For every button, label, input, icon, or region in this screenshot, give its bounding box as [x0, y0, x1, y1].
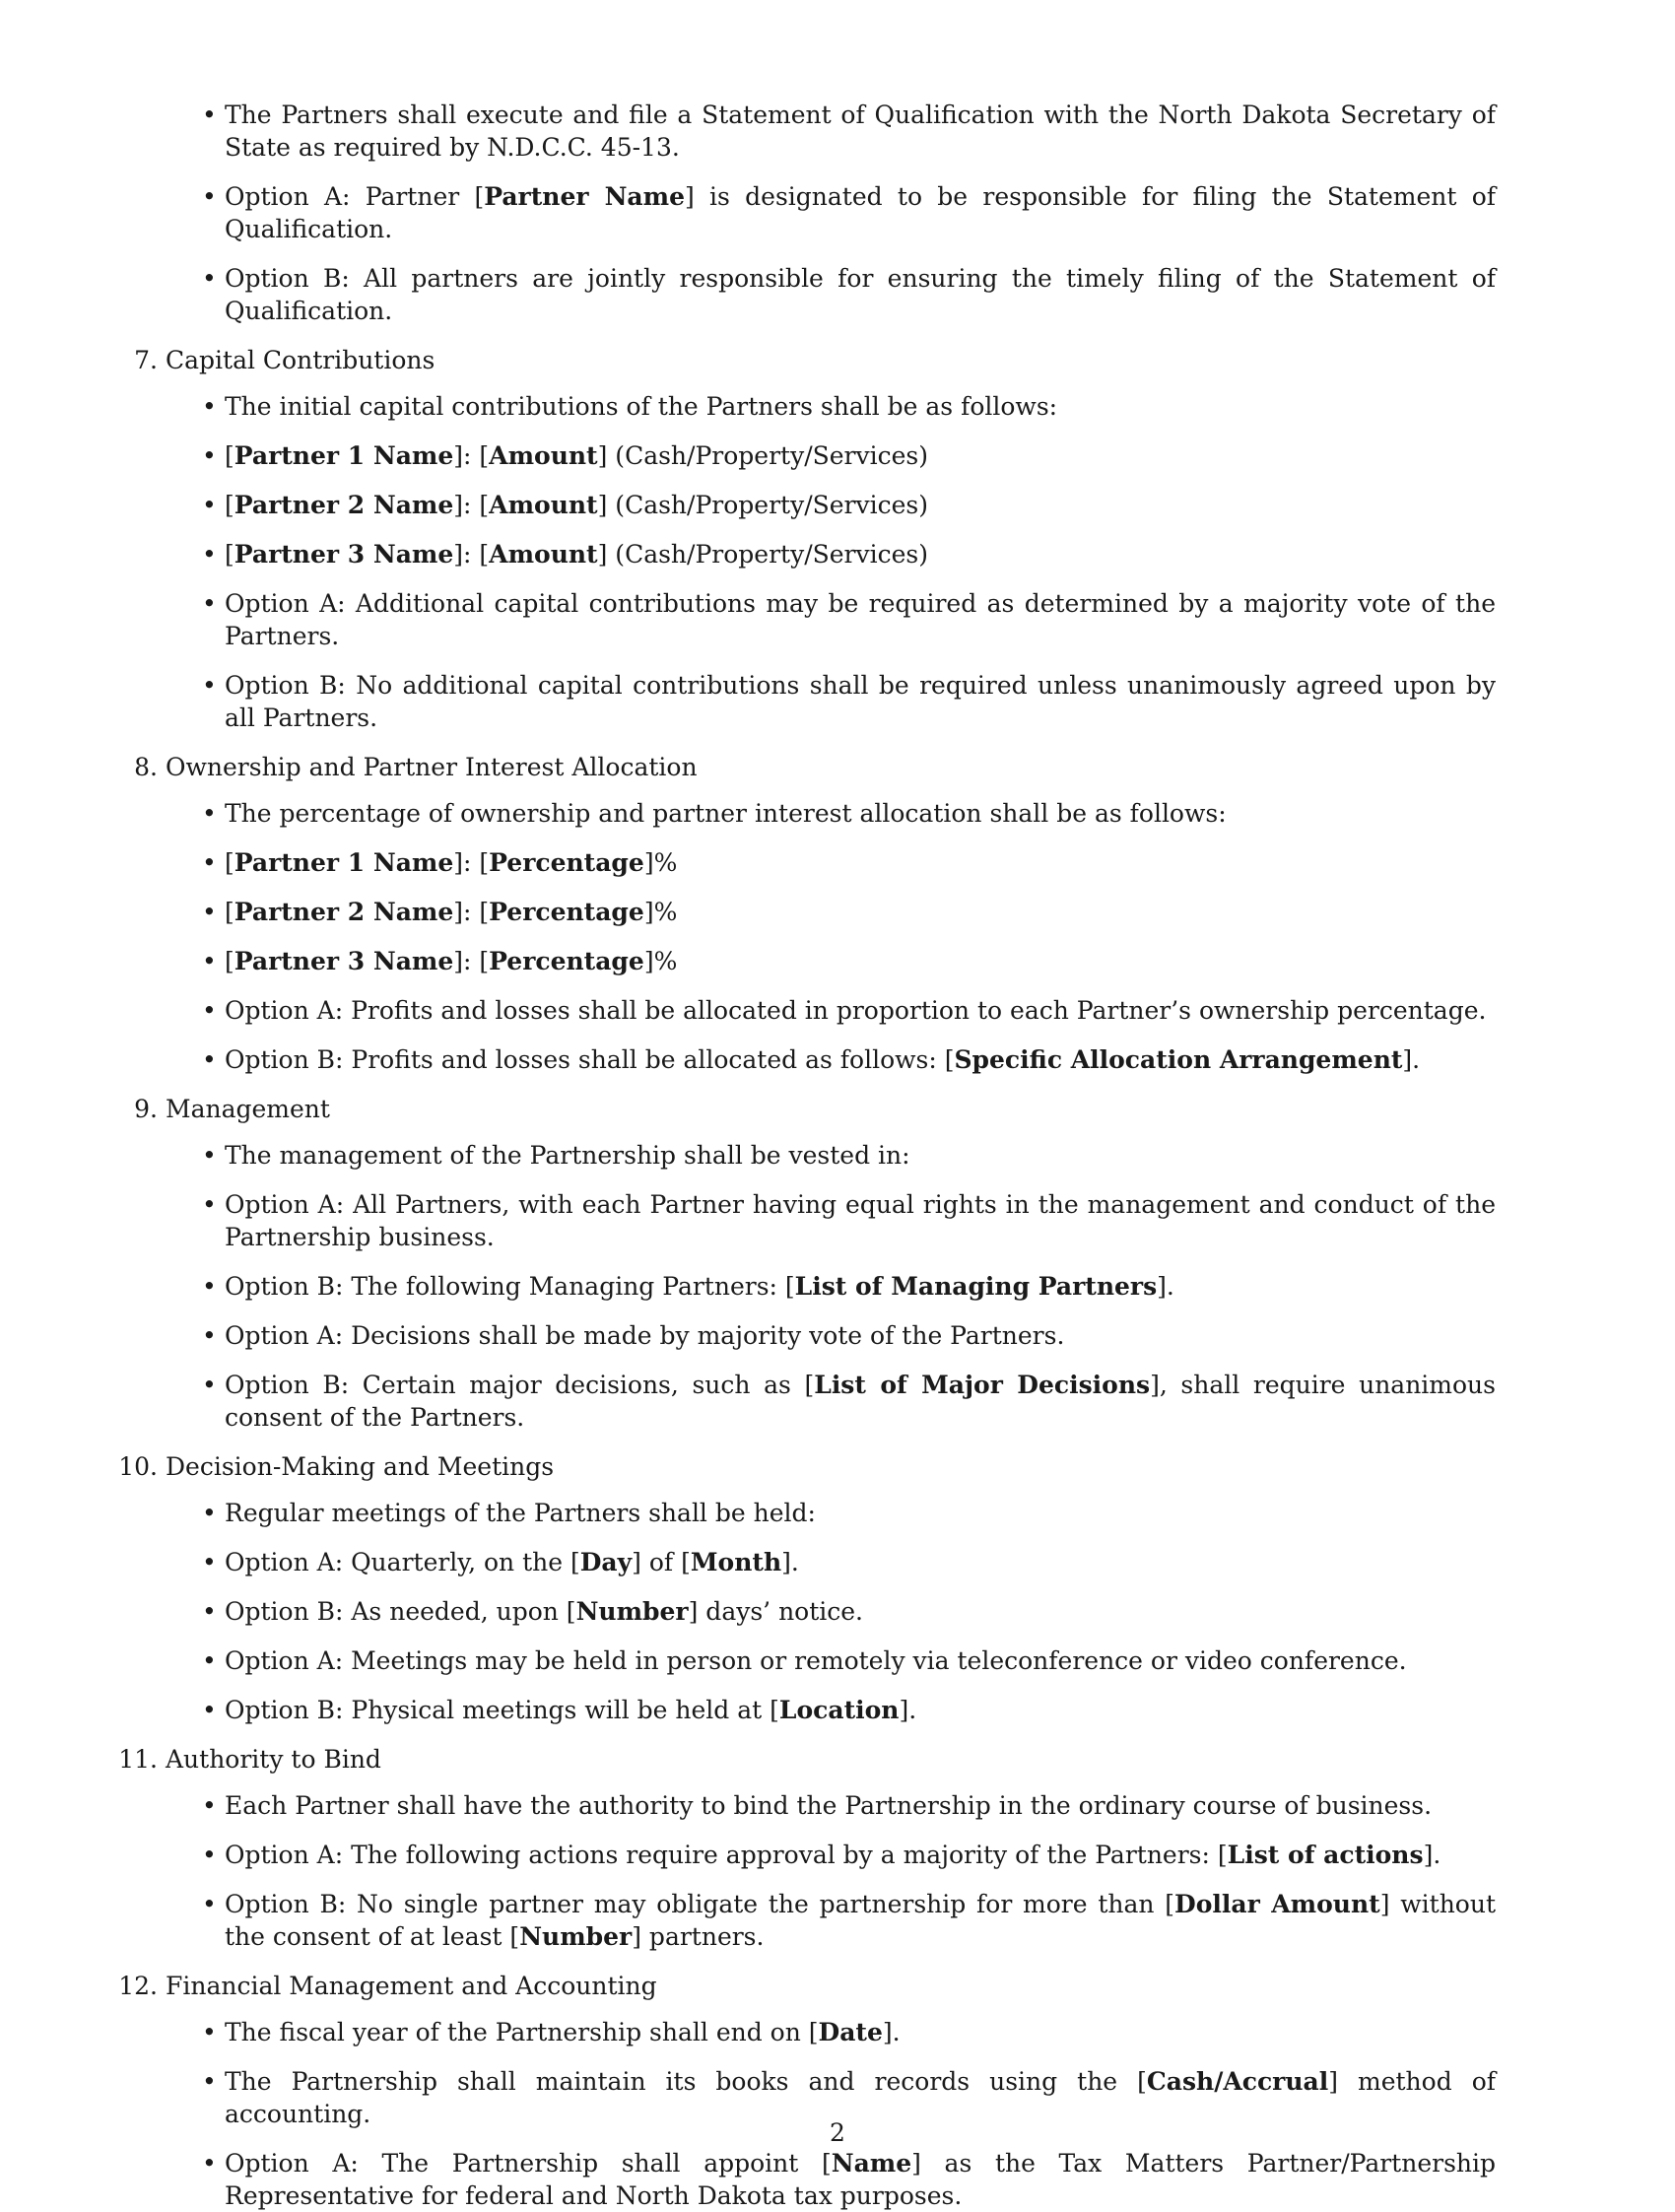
- list-item-text: [: [225, 947, 234, 975]
- list-item: [108, 994, 1586, 1027]
- list-item-text: The management of the Partnership shall be vested in:: [225, 1141, 910, 1170]
- section-heading: [108, 1093, 1586, 1125]
- list-item-text: Option A: All Partners, with each Partner having equal rights in the management and conduct of the Partnership business.: [225, 1190, 1496, 1251]
- placeholder-field: Dollar Amount: [1174, 1890, 1380, 1918]
- list-item: [108, 669, 1586, 734]
- list-item-text: ] partners.: [632, 1922, 765, 1951]
- section-heading: [108, 1743, 1586, 1776]
- list-item: [108, 1497, 1586, 1529]
- list-item: [108, 1139, 1586, 1172]
- placeholder-field: Location: [778, 1696, 900, 1724]
- list-item-text: Each Partner shall have the authority to bind the Partnership in the ordinary course of business.: [225, 1791, 1433, 1820]
- list-item-text: ].: [1157, 1272, 1174, 1301]
- list-item-text: The Partnership shall maintain its books and records using the [: [225, 2067, 1147, 2096]
- list-item: [108, 1644, 1586, 1677]
- list-item-text: ] method of accounting.: [225, 2067, 1497, 2128]
- list-item-text: Option A: The Partnership shall appoint [: [225, 2149, 832, 2178]
- placeholder-field: List of Major Decisions: [814, 1371, 1151, 1399]
- list-item-text: Option A: Partner [: [225, 182, 485, 211]
- list-item: [108, 1188, 1586, 1253]
- section-heading: [108, 344, 1586, 376]
- list-item-text: Option B: No single partner may obligate the partnership for more than [: [225, 1890, 1175, 1918]
- list-item-text: ]: [: [453, 898, 490, 926]
- list-item-text: ] (Cash/Property/Services): [597, 491, 928, 519]
- placeholder-field: Partner 1 Name: [234, 848, 454, 877]
- placeholder-field: Number: [575, 1597, 689, 1626]
- section-title: Authority to Bind: [166, 1745, 381, 1774]
- section-title: Financial Management and Accounting: [166, 1972, 657, 2000]
- list-item-text: [: [225, 491, 234, 519]
- list-item-text: [: [225, 540, 234, 569]
- list-item: [108, 1369, 1586, 1434]
- list-item-text: ].: [882, 2018, 901, 2046]
- list-item: [108, 1595, 1586, 1628]
- list-item: [108, 587, 1586, 652]
- list-item: [108, 1888, 1586, 1953]
- section-number: 10.: [118, 1452, 158, 1481]
- placeholder-field: Partner 2 Name: [234, 898, 454, 926]
- section-number: 7.: [134, 346, 158, 374]
- list-item-text: The percentage of ownership and partner interest allocation shall be as follows:: [225, 799, 1227, 828]
- list-item-text: Option B: The following Managing Partners: [: [225, 1272, 795, 1301]
- list-item-text: [: [225, 848, 234, 877]
- placeholder-field: Partner 1 Name: [234, 441, 454, 470]
- placeholder-field: Amount: [489, 540, 598, 569]
- placeholder-field: Number: [519, 1922, 633, 1951]
- placeholder-field: Partner 3 Name: [234, 947, 454, 975]
- placeholder-field: Day: [579, 1548, 633, 1576]
- list-item-text: Option B: As needed, upon [: [225, 1597, 576, 1626]
- list-item-text: Option A: The following actions require approval by a majority of the Partners: [: [225, 1841, 1228, 1869]
- list-item: [108, 896, 1586, 928]
- section-number: 12.: [118, 1972, 158, 2000]
- section-heading: [108, 1450, 1586, 1483]
- list-item-text: ] is designated to be responsible for filing the Statement of Qualification.: [225, 182, 1497, 243]
- list-item: [108, 390, 1586, 423]
- placeholder-field: Partner 3 Name: [234, 540, 454, 569]
- list-item-text: [: [225, 441, 234, 470]
- list-item-text: ] (Cash/Property/Services): [597, 540, 928, 569]
- list-item: [108, 1546, 1586, 1578]
- list-item-text: ], shall require unanimous consent of the Partners.: [225, 1371, 1496, 1432]
- list-item: [108, 797, 1586, 830]
- list-item-text: Option A: Profits and losses shall be allocated in proportion to each Partner’s ownership percentage.: [225, 996, 1487, 1025]
- list-item: [108, 489, 1586, 521]
- list-item-text: ]: [: [453, 491, 490, 519]
- section-title: Management: [166, 1095, 330, 1123]
- list-item-text: [: [225, 898, 234, 926]
- placeholder-field: Date: [818, 2018, 883, 2046]
- list-item-text: Option B: No additional capital contributions shall be required unless unanimously agreed upon by all Partners.: [225, 671, 1496, 732]
- list-item-text: ].: [781, 1548, 799, 1576]
- list-item: [108, 538, 1586, 570]
- list-item-text: ].: [1423, 1841, 1441, 1869]
- list-item-text: The initial capital contributions of the Partners shall be as follows:: [225, 392, 1058, 421]
- section-heading: [108, 1970, 1586, 2002]
- list-item: [108, 1319, 1586, 1352]
- list-item-text: The fiscal year of the Partnership shall end on [: [225, 2018, 819, 2046]
- list-item: [108, 2147, 1586, 2212]
- placeholder-field: Percentage: [489, 947, 644, 975]
- section-title: Ownership and Partner Interest Allocation: [166, 753, 698, 781]
- list-item: [108, 1839, 1586, 1871]
- section-title: Decision-Making and Meetings: [166, 1452, 555, 1481]
- placeholder-field: Specific Allocation Arrangement: [954, 1045, 1403, 1074]
- list-item: [108, 2016, 1586, 2048]
- list-item: [108, 1270, 1586, 1303]
- placeholder-field: Cash/Accrual: [1146, 2067, 1329, 2096]
- list-item-text: Option B: Physical meetings will be held at [: [225, 1696, 779, 1724]
- list-item-text: ]%: [643, 848, 678, 877]
- document-body: [108, 99, 1586, 2212]
- section-number: 8.: [134, 753, 158, 781]
- list-item-text: ]: [: [453, 947, 490, 975]
- list-item-text: ].: [1402, 1045, 1421, 1074]
- list-item-text: Option A: Meetings may be held in person or remotely via teleconference or video conference.: [225, 1646, 1407, 1675]
- list-item-text: ]%: [643, 898, 678, 926]
- list-item-text: ].: [899, 1696, 917, 1724]
- list-item: [108, 1694, 1586, 1726]
- placeholder-field: Percentage: [489, 848, 644, 877]
- list-item-text: Option B: All partners are jointly responsible for ensuring the timely filing of the Statement of Qualification.: [225, 264, 1496, 325]
- list-item: [108, 180, 1586, 245]
- placeholder-field: List of Managing Partners: [794, 1272, 1158, 1301]
- placeholder-field: Name: [831, 2149, 912, 2178]
- list-item: [108, 1789, 1586, 1822]
- list-item-text: Option A: Additional capital contributions may be required as determined by a majority vote of the Partners.: [225, 589, 1496, 650]
- placeholder-field: Partner Name: [484, 182, 685, 211]
- placeholder-field: Partner 2 Name: [234, 491, 454, 519]
- list-item-text: ] days’ notice.: [688, 1597, 864, 1626]
- list-item-text: ]: [: [453, 540, 490, 569]
- list-item-text: ]: [: [453, 441, 490, 470]
- placeholder-field: Percentage: [489, 898, 644, 926]
- list-item-text: ]: [: [453, 848, 490, 877]
- list-item: [108, 99, 1586, 164]
- page-number: 2: [830, 2118, 845, 2147]
- list-item-text: ]%: [643, 947, 678, 975]
- list-item: [108, 439, 1586, 472]
- section-number: 11.: [118, 1745, 158, 1774]
- list-item-text: ] (Cash/Property/Services): [597, 441, 928, 470]
- list-item-text: The Partners shall execute and file a Statement of Qualification with the North Dakota Secretary of State as required by N.D.C.C. 45-13.: [225, 101, 1496, 162]
- list-item-text: ] of [: [632, 1548, 691, 1576]
- section-title: Capital Contributions: [166, 346, 436, 374]
- section-heading: [108, 751, 1586, 783]
- list-item-text: Option A: Quarterly, on the [: [225, 1548, 580, 1576]
- placeholder-field: Amount: [489, 491, 598, 519]
- list-item-text: Option A: Decisions shall be made by majority vote of the Partners.: [225, 1321, 1065, 1350]
- placeholder-field: List of actions: [1227, 1841, 1424, 1869]
- list-item: [108, 1043, 1586, 1076]
- list-item-text: Option B: Profits and losses shall be allocated as follows: [: [225, 1045, 955, 1074]
- list-item: [108, 945, 1586, 977]
- list-item-text: Option B: Certain major decisions, such as [: [225, 1371, 815, 1399]
- list-item-text: ] without the consent of at least [: [225, 1890, 1496, 1951]
- placeholder-field: Amount: [489, 441, 598, 470]
- list-item-text: ] as the Tax Matters Partner/Partnership Representative for federal and North Dakota tax purposes.: [225, 2149, 1497, 2210]
- list-item-text: Regular meetings of the Partners shall be held:: [225, 1499, 816, 1527]
- placeholder-field: Month: [690, 1548, 782, 1576]
- section-number: 9.: [134, 1095, 158, 1123]
- list-item: [108, 846, 1586, 879]
- list-item: [108, 262, 1586, 327]
